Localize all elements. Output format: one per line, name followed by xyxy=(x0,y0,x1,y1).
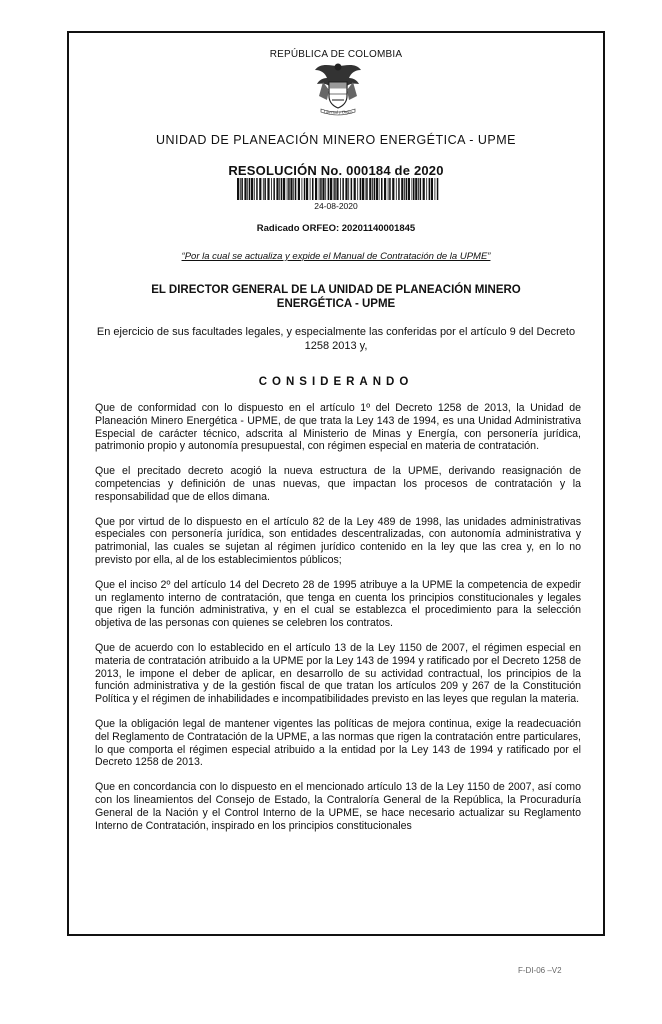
barcode-bar xyxy=(271,178,272,200)
barcode-bar xyxy=(412,178,413,200)
barcode-bar xyxy=(259,178,261,200)
barcode-bar xyxy=(244,178,246,200)
barcode-bar xyxy=(287,178,288,200)
radicado-number: Radicado ORFEO: 20201140001845 xyxy=(256,223,416,234)
barcode-bar xyxy=(334,178,336,200)
barcode-bar xyxy=(237,178,239,200)
barcode-bar xyxy=(310,178,311,200)
barcode-bar xyxy=(333,178,334,200)
barcode-bar xyxy=(406,178,408,200)
barcode-bar xyxy=(279,178,280,200)
barcode-bar xyxy=(342,178,344,200)
barcode-bar xyxy=(315,178,317,200)
barcode xyxy=(237,178,440,200)
considerations-body xyxy=(95,402,581,844)
barcode-bar xyxy=(256,178,258,200)
barcode-bar xyxy=(241,178,243,200)
barcode-bar xyxy=(322,178,324,200)
barcode-bar xyxy=(320,178,322,200)
resolution-subtitle: “Por la cual se actualiza y expide el Manual de Contratación de la UPME” xyxy=(181,251,491,262)
barcode-bar xyxy=(281,178,283,200)
paragraph: Que el inciso 2º del artículo 14 del Decreto 28 de 1995 atribuye a la UPME la competencia de expedir un reglamento interno de contratación, que tenga en cuenta los principios constitucionales y legales que rigen la función administrativa, y en el cual se establezca el procedimiento para la selección objetiva de las personas con quienes se celebren los contratos. xyxy=(95,578,581,630)
barcode-bar xyxy=(325,178,326,200)
paragraph: Que por virtud de lo dispuesto en el artículo 82 de la Ley 489 de 1998, las unidades administrativas especiales con personería jurídica, son entidades descentralizadas, con autonomía administrativa y patrimonial, las cuales se sujetan al régimen jurídico contenido en la ley que las crea y, en lo no previsto por ella, al de los establecimientos públicos; xyxy=(95,515,581,566)
form-code: F-DI-06 –V2 xyxy=(518,966,562,975)
barcode-bar xyxy=(362,178,364,200)
barcode-bar xyxy=(354,178,356,200)
barcode-bar xyxy=(369,178,371,200)
barcode-bar xyxy=(379,178,380,200)
barcode-bar xyxy=(392,178,394,200)
barcode-bar xyxy=(276,178,278,200)
barcode-bar xyxy=(328,178,330,200)
barcode-bar xyxy=(418,178,419,200)
document-frame xyxy=(67,31,605,936)
republic-heading: REPÚBLICA DE COLOMBIA xyxy=(269,49,403,60)
barcode-bar xyxy=(360,178,362,200)
considerando-heading: CONSIDERANDO xyxy=(258,376,414,388)
barcode-bar xyxy=(293,178,294,200)
barcode-bar xyxy=(319,178,320,200)
paragraph: Que el precitado decreto acogió la nueva estructura de la UPME, derivando reasignación de competencias y definición de unas nuevas, que impactan los procesos de contratación y la responsabilidad que de ellos dimana. xyxy=(95,465,581,503)
barcode-bar xyxy=(336,178,338,200)
barcode-bar xyxy=(423,178,425,200)
resolution-title: RESOLUCIÓN No. 000184 de 2020 xyxy=(228,163,444,178)
barcode-bar xyxy=(240,178,241,200)
barcode-bar xyxy=(388,178,389,200)
faculties-paragraph: En ejercicio de sus facultades legales, y especialmente las conferidas por el artículo 9 del Decreto 1258 2013 y, xyxy=(96,326,576,352)
barcode-bar xyxy=(376,178,378,200)
barcode-bar xyxy=(251,178,253,200)
barcode-bar xyxy=(398,178,400,200)
barcode-bar xyxy=(312,178,314,200)
resolution-date: 24-08-2020 xyxy=(314,201,358,211)
entity-name: UNIDAD DE PLANEACIÓN MINERO ENERGÉTICA - UPME xyxy=(155,133,517,147)
director-heading: EL DIRECTOR GENERAL DE LA UNIDAD DE PLANEACIÓN MINERO ENERGÉTICA - UPME xyxy=(151,284,521,310)
barcode-bar xyxy=(254,178,255,200)
barcode-bar xyxy=(396,178,397,200)
barcode-bar xyxy=(283,178,285,200)
barcode-bar xyxy=(389,178,391,200)
barcode-bar xyxy=(372,178,373,200)
paragraph: Que de acuerdo con lo establecido en el artículo 13 de la Ley 1150 de 2007, el régimen especial en materia de contratación atribuido a la UPME por la Ley 143 de 1994 y ratificado por el Decreto 1258 de 2013, le impone el deber de aplicar, en desarrollo de su actividad contractual, los principios de la función administrativa y de la gestión fiscal de que tratan los artículos 209 y 267 de la Constitución Política y el régimen de inhabilidades e incompatibilidades previsto en las leyes que regulan la materia. xyxy=(95,641,581,706)
barcode-bar xyxy=(365,178,366,200)
barcode-bar xyxy=(304,178,306,200)
barcode-bar xyxy=(273,178,275,200)
barcode-bar xyxy=(267,178,269,200)
barcode-bar xyxy=(348,178,349,200)
coat-of-arms-icon xyxy=(313,60,363,118)
barcode-bar xyxy=(429,178,431,200)
barcode-bar xyxy=(298,178,300,200)
barcode-bar xyxy=(288,178,290,200)
barcode-bar xyxy=(357,178,358,200)
barcode-bar xyxy=(435,178,436,200)
paragraph: Que de conformidad con lo dispuesto en el artículo 1º del Decreto 1258 de 2013, la Unidad de Planeación Minero Energética - UPME, de que trata la Ley 143 de 1994, es una Unidad Administrativa Especial de carácter técnico, adscrita al Ministerio de Minas y Energía, con personería jurídica, patrimonio propio y autonomía presupuestal, con régimen especial en materia de contratación. xyxy=(95,402,581,453)
barcode-bar xyxy=(415,178,417,200)
barcode-bar xyxy=(306,178,308,200)
barcode-bar xyxy=(249,178,251,200)
paragraph: Que la obligación legal de mantener vigentes las políticas de mejora continua, exige la readecuación del Reglamento de Contratación de la UPME, a las normas que rigen la contratación entre particulares, lo que comporta el régimen especial atribuido a la entidad por la Ley 143 de 1994 y ratificado por el Decreto 1258 de 2013. xyxy=(95,717,581,769)
barcode-bar xyxy=(351,178,353,200)
barcode-bar xyxy=(381,178,383,200)
barcode-bar xyxy=(302,178,303,200)
barcode-bar xyxy=(295,178,297,200)
barcode-bar xyxy=(340,178,341,200)
barcode-bar xyxy=(384,178,386,200)
barcode-bar xyxy=(345,178,347,200)
barcode-bar xyxy=(426,178,427,200)
barcode-bar xyxy=(330,178,332,200)
barcode-bar xyxy=(404,178,405,200)
barcode-bar xyxy=(264,178,266,200)
paragraph: Que en concordancia con lo dispuesto en el mencionado artículo 13 de la Ley 1150 de 2007, así como con los lineamientos del Consejo de Estado, la Contraloría General de la República, la Procuraduría General de la Nación y el Control Interno de la UPME, se hace necesario actualizar su Reglamento Interno de Contratación, inspirado en los principios constitucionales xyxy=(95,781,581,832)
barcode-bar xyxy=(408,178,410,200)
seal-motto: Libertad y Orden xyxy=(323,109,353,115)
barcode-bar xyxy=(437,178,439,200)
barcode-bar xyxy=(247,178,248,200)
barcode-bar xyxy=(431,178,433,200)
barcode-bar xyxy=(420,178,422,200)
barcode-bar xyxy=(366,178,368,200)
barcode-bar xyxy=(290,178,292,200)
barcode-bar xyxy=(413,178,415,200)
barcode-bar xyxy=(374,178,376,200)
barcode-bar xyxy=(401,178,403,200)
barcode-bar xyxy=(263,178,264,200)
